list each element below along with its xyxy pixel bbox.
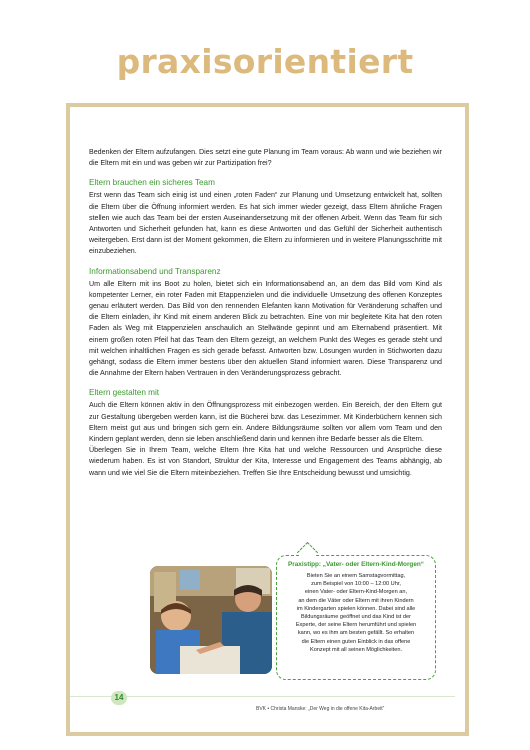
- section-heading: Eltern gestalten mit: [89, 388, 160, 398]
- footer-rule: [70, 696, 455, 697]
- praxistipp-line: Bildungsräume geöffnet und das Kind ist der: [301, 614, 411, 621]
- article-body: [89, 147, 442, 479]
- footer-credit: BVK • Christa Manske: „Der Weg in die offene Kita-Arbeit“: [256, 706, 385, 712]
- page-title: praxisorientiert: [116, 42, 414, 81]
- praxistipp-line: Konzept mit all seinen Möglichkeiten.: [309, 646, 403, 653]
- body-paragraph: Um alle Eltern mit ins Boot zu holen, bietet sich ein Informationsabend an, an dem das Bild vom Kind als kompetenter Lerner, ein roter Faden mit Etappenzielen und die individuelle Umsetzung des offenen Konzeptes genau erläutert werden. Das Bild von den rennenden Elefanten kann Motivation für Veränderung schaffen und die Eltern einladen, ihr Kind mit einem anderen Blick zu betrachten. Eine von mir begleitete Kita hat den roten Faden als Weg mit Etappenzielen anschaulich an Stellwände gepinnt und am Elternabend präsentiert. Mit einem großen roten Pfeil hat das Team den Eltern gezeigt, an welchem Punkt des Weges es gerade steht und mit welchen inhaltlichen Fragen es sich gerade befasst. Antworten bzw. Lösungen wurden in Stichworten dazu gehängt, sodass die Eltern immer bestens über den aktuellen Stand informiert waren. Diese Transparenz und die Annahme der Eltern haben Vertrauen in den Veränderungsprozess gebracht.: [89, 279, 442, 378]
- page-number: 14: [111, 691, 127, 705]
- praxistipp-line: im Kindergarten spielen können. Dabei sind alle: [296, 605, 416, 612]
- body-paragraph: Erst wenn das Team sich einig ist und einen „roten Faden“ zur Planung und Umsetzung entwickelt hat, sollten die Eltern über die Öffnung informiert werden. Es hat sich immer wieder gezeigt, dass Eltern ähnliche Fragen stellen wie auch das Team bei der ersten Auseinandersetzung mit der offenen Arbeit. Wenn das Team für sich Antworten und Sicherheit gefunden hat, kann es diese Antworten und das Gefühl der Sicherheit authentisch weitergeben. Erst dann ist der Moment gekommen, die Eltern zu informieren und in weitere Planungsschritte mit einzubeziehen.: [89, 191, 442, 256]
- praxistipp-text: [283, 572, 429, 654]
- body-paragraph: Überlegen Sie in Ihrem Team, welche Eltern Ihre Kita hat und welche Ressourcen und Ansprüche diese wiederum haben. Es ist von Standort, Struktur der Kita, Interesse und Engagement des Teams abhängig, ab wann und wie viel Sie die Eltern miteinbeziehen. Treffen Sie Ihre Entscheidung bewusst und umsichtig.: [89, 446, 442, 477]
- father-child-photo: [150, 566, 272, 674]
- praxistipp-line: kann, wo es ihm am besten gefällt. So erhalten: [297, 630, 415, 637]
- praxistipp-line: Bieten Sie an einem Samstagvormittag,: [306, 573, 406, 579]
- intro-paragraph: Bedenken der Eltern aufzufangen. Dies setzt eine gute Planung im Team voraus: Ab wann und wie beziehen wir die Eltern mit ein und was geben wir zur Partizipation frei?: [89, 148, 442, 168]
- praxistipp-line: Experte, der seine Eltern herumführt und spielen: [295, 622, 417, 629]
- praxistipp-title: Praxistipp: „Vater- oder Eltern-Kind-Morgen“: [288, 561, 424, 568]
- section-heading: Informationsabend und Transparenz: [89, 266, 221, 276]
- praxistipp-line: zum Beispiel von 10:00 – 12:00 Uhr,: [311, 581, 401, 588]
- praxistipp-line: an dem die Väter oder Eltern mit ihren Kindern: [298, 597, 414, 604]
- praxistipp-line: einen Vater- oder Eltern-Kind-Morgen an,: [304, 589, 408, 596]
- section-heading: Eltern brauchen ein sicheres Team: [89, 178, 215, 188]
- body-paragraph: Auch die Eltern können aktiv in den Öffnungsprozess mit einbezogen werden. Ein Bereich, der den Eltern gut zur Gestaltung übergeben werden kann, ist die Bücherei bzw. das Lesezimmer. Mit Kinderbüchern kennen sich Eltern meist gut aus und bringen sich gern ein. Andere Bildungsräume sollten vor allem vom Team und den Kindern geplant werden, denn sie leben anschließend darin und kennen ihre Bedarfe besser als die Eltern.: [89, 401, 442, 444]
- praxistipp-line: die Eltern einen guten Einblick in das offene: [301, 638, 411, 645]
